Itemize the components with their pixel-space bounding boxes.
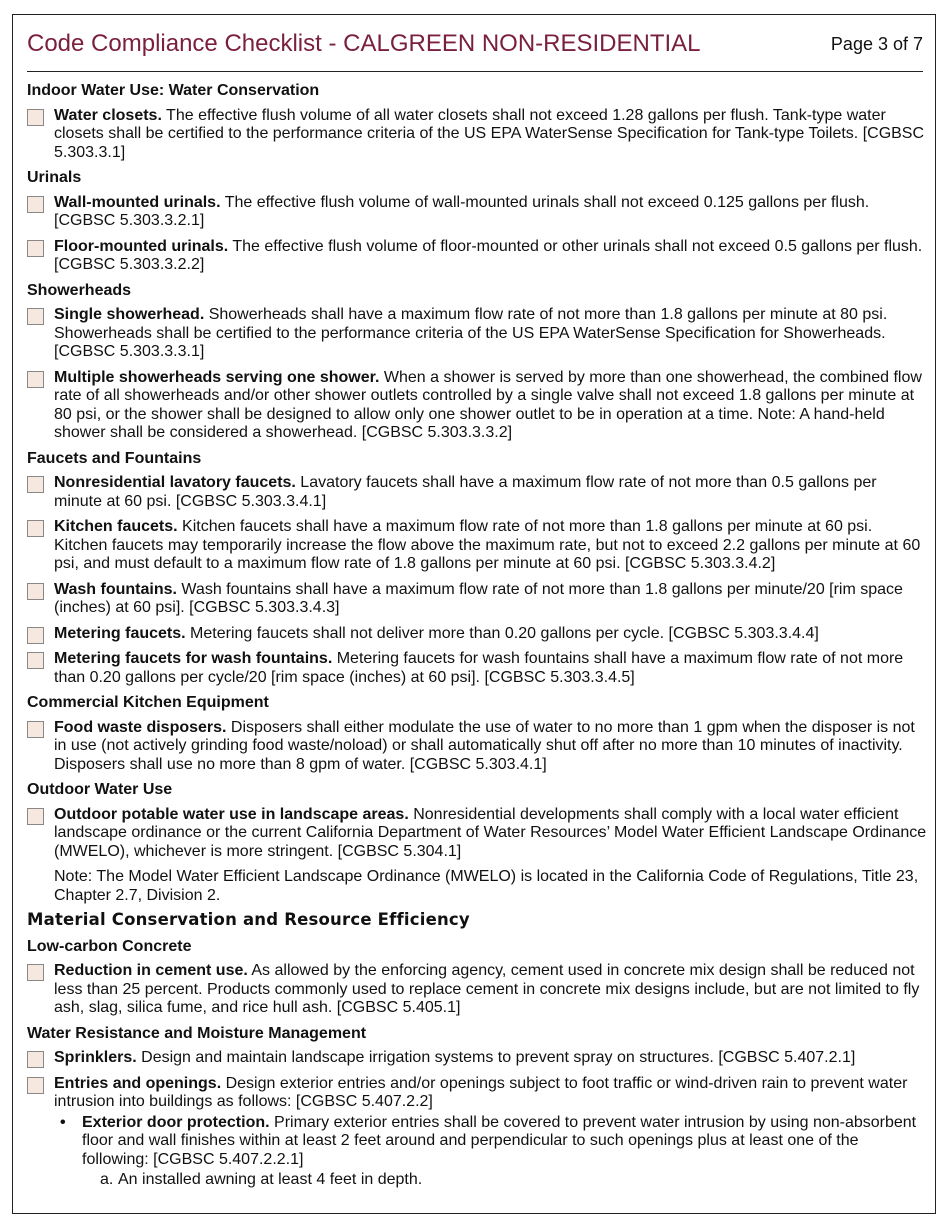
item-text: Wash fountains shall have a maximum flow rate of not more than 1.8 gallons per minute/20 [rim space (inches) at 60 psi]. [CGBSC 5.303.3.4.3] — [54, 580, 903, 616]
item-text: Disposers shall either modulate the use of water to no more than 1 gpm when the disposer is not in use (not actively grinding food waste/noload) or shall automatically shut off after no more than 10 minutes of inactivity. Disposers shall use no more than 8 gpm of water. [CGBSC 5.303.4.1] — [54, 718, 915, 773]
item-text: Showerheads shall have a maximum flow rate of not more than 1.8 gallons per minute at 80 psi. Showerheads shall be certified to the performance criteria of the US EPA WaterSense Specification for Showerheads. [CGBSC 5.303.3.3.1] — [54, 306, 888, 360]
item-text: Lavatory faucets shall have a maximum flow rate of not more than 0.5 gallons per minute at 60 psi. [CGBSC 5.303.3.4.1] — [54, 474, 877, 510]
item-label: Entries and openings. — [54, 1074, 222, 1092]
page-header — [27, 28, 923, 72]
item-label: Wall-mounted urinals. — [54, 193, 221, 211]
section-material-conservation: Material Conservation and Resource Efficiency — [27, 910, 470, 929]
item-landscape-water — [27, 806, 929, 862]
item-text: Nonresidential developments shall comply with a local water efficient landscape ordinance or the current California Department of Water Resources’ Model Water Efficient Landscape Ordinance (MWELO), whichever is more stringent. [CGBSC 5.304.1] — [54, 805, 927, 860]
item-text: The effective flush volume of wall-mounted urinals shall not exceed 0.125 gallons per flush. [CGBSC 5.303.3.2.1] — [54, 193, 870, 229]
item-label: Metering faucets for wash fountains. — [54, 650, 333, 667]
checkbox-metering-wash-fountains[interactable] — [27, 652, 44, 669]
checkbox-sprinklers[interactable] — [27, 1051, 44, 1068]
item-label: Water closets. — [54, 106, 162, 124]
item-text: The effective flush volume of all water closets shall not exceed 1.28 gallons per flush. Tank-type water closets shall be certified to the performance criteria of the US EPA WaterSense Specification for Tank-type Toilets. [CGBSC 5.303.3.1] — [54, 106, 925, 161]
header-rule — [27, 71, 923, 72]
item-metering-faucets — [27, 625, 929, 644]
checklist-content — [27, 82, 929, 1190]
item-metering-wash-fountains — [27, 650, 929, 687]
item-wash-fountains — [27, 581, 929, 618]
item-label: Floor-mounted urinals. — [54, 237, 229, 255]
item-text: Design exterior entries and/or openings subject to foot traffic or wind-driven rain to prevent water intrusion into buildings as follows: [CGBSC 5.407.2.2] — [54, 1074, 908, 1110]
checkbox-kitchen-faucets[interactable] — [27, 520, 44, 537]
checkbox-landscape-water[interactable] — [27, 808, 44, 825]
item-floor-urinals — [27, 238, 929, 275]
item-label: Sprinklers. — [54, 1049, 137, 1066]
section-kitchen-equipment: Commercial Kitchen Equipment — [27, 694, 269, 711]
checkbox-multiple-showerheads[interactable] — [27, 371, 44, 388]
sub-item-awning — [27, 1171, 929, 1190]
item-label: Kitchen faucets. — [54, 518, 178, 535]
item-label: Wash fountains. — [54, 580, 177, 598]
bullet-door-protection — [27, 1114, 929, 1170]
item-text: Kitchen faucets shall have a maximum flow rate of not more than 1.8 gallons per minute at 60 psi. Kitchen faucets may temporarily increase the flow above the maximum rate, but not to exceed 2.2 gallons per minute at 60 psi, and must default to a maximum flow rate of 1.8 gallons per minute at 60 psi. [CGBSC 5.303.3.4.2] — [54, 518, 921, 572]
section-indoor-water: Indoor Water Use: Water Conservation — [27, 82, 320, 99]
section-showerheads: Showerheads — [27, 281, 132, 299]
sub-item-text: An installed awning at least 4 feet in depth. — [118, 1171, 423, 1188]
section-urinals: Urinals — [27, 169, 82, 186]
item-wall-urinals — [27, 194, 929, 231]
checkbox-single-showerhead[interactable] — [27, 308, 44, 325]
bullet-marker: • — [60, 1113, 66, 1131]
checkbox-cement-reduction[interactable] — [27, 964, 44, 981]
checkbox-metering-faucets[interactable] — [27, 627, 44, 644]
checkbox-lavatory-faucets[interactable] — [27, 476, 44, 493]
item-text: As allowed by the enforcing agency, cement used in concrete mix design shall be reduced not less than 25 percent. Products commonly used to replace cement in concrete mix designs include, but are not limited to fly ash, slag, silica fume, and rice hull ash. [CGBSC 5.405.1] — [54, 962, 920, 1016]
checkbox-floor-urinals[interactable] — [27, 240, 44, 257]
landscape-note: Note: The Model Water Efficient Landscape Ordinance (MWELO) is located in the California Code of Regulations, Title 23, Chapter 2.7, Division 2. — [54, 868, 919, 904]
item-text: When a shower is served by more than one showerhead, the combined flow rate of all showerheads and/or other shower outlets controlled by a single valve shall not exceed 1.8 gallons per minute at 80 psi, or the shower shall be designed to allow only one shower outlet to be in operation at a time. Note: A hand-held shower shall be considered a showerhead. [CGBSC 5.303.3.3.2] — [54, 368, 922, 441]
section-outdoor-water: Outdoor Water Use — [27, 781, 173, 798]
page-number: Page 3 of 7 — [830, 34, 923, 54]
item-label: Outdoor potable water use in landscape areas. — [54, 805, 409, 823]
item-food-waste-disposers — [27, 719, 929, 775]
item-label: Food waste disposers. — [54, 718, 227, 736]
checkbox-wall-urinals[interactable] — [27, 196, 44, 213]
section-moisture-management: Water Resistance and Moisture Management — [27, 1024, 367, 1042]
item-label: Nonresidential lavatory faucets. — [54, 474, 296, 491]
bullet-label: Exterior door protection. — [82, 1113, 270, 1131]
item-label: Single showerhead. — [54, 306, 205, 323]
checkbox-wash-fountains[interactable] — [27, 583, 44, 600]
item-label: Multiple showerheads serving one shower. — [54, 368, 380, 386]
item-single-showerhead — [27, 306, 929, 362]
item-water-closets — [27, 107, 929, 163]
item-text: Metering faucets for wash fountains shall have a maximum flow rate of not more than 0.20 gallons per cycle/20 [rim space (inches) at 60 psi]. [CGBSC 5.303.3.4.5] — [54, 650, 904, 686]
item-text: Metering faucets shall not deliver more than 0.20 gallons per cycle. [CGBSC 5.303.3.4.4] — [185, 624, 819, 642]
item-multiple-showerheads — [27, 369, 929, 443]
section-low-carbon-concrete: Low-carbon Concrete — [27, 937, 192, 955]
sub-item-marker: a. — [100, 1171, 114, 1188]
checkbox-food-waste-disposers[interactable] — [27, 721, 44, 738]
item-label: Metering faucets. — [54, 624, 186, 642]
item-sprinklers — [27, 1049, 929, 1068]
page-title: Code Compliance Checklist - CALGREEN NON-RESIDENTIAL — [27, 30, 701, 57]
item-kitchen-faucets — [27, 518, 929, 574]
item-label: Reduction in cement use. — [54, 962, 248, 979]
section-faucets: Faucets and Fountains — [27, 449, 202, 467]
checkbox-entries-openings[interactable] — [27, 1077, 44, 1094]
checkbox-water-closets[interactable] — [27, 109, 44, 126]
bullet-text: Primary exterior entries shall be covered to prevent water intrusion by using non-absorbent floor and wall finishes within at least 2 feet around and perpendicular to such openings plus at least one of the following: [CGBSC 5.407.2.2.1] — [82, 1113, 917, 1168]
item-cement-reduction — [27, 962, 929, 1018]
item-entries-openings — [27, 1075, 929, 1112]
item-text: Design and maintain landscape irrigation systems to prevent spray on structures. [CGBSC 5.407.2.1] — [136, 1049, 856, 1066]
item-text: The effective flush volume of floor-mounted or other urinals shall not exceed 0.5 gallons per flush. [CGBSC 5.303.3.2.2] — [54, 237, 923, 273]
item-lavatory-faucets — [27, 474, 929, 511]
